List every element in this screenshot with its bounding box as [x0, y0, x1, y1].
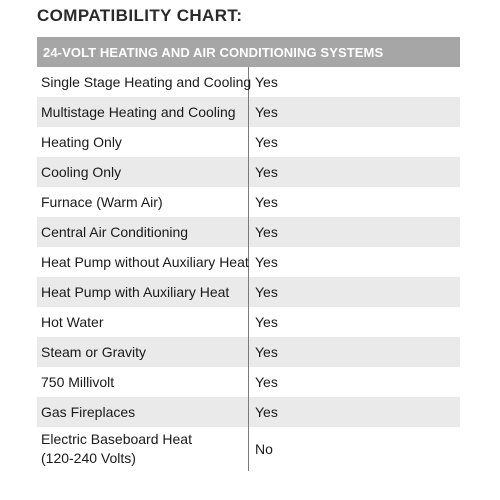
compatibility-value-cell: Yes — [249, 337, 461, 367]
system-type-cell: Multistage Heating and Cooling — [37, 97, 249, 127]
table-row — [37, 217, 460, 247]
compatibility-value-cell: Yes — [249, 367, 461, 397]
system-type-cell: 750 Millivolt — [41, 374, 115, 390]
table-row — [37, 427, 460, 471]
table-row — [37, 307, 460, 337]
table-header: 24-VOLT HEATING AND AIR CONDITIONING SYSTEMS — [37, 37, 460, 67]
compatibility-value-cell: Yes — [249, 187, 461, 217]
compatibility-value-cell: Yes — [249, 157, 461, 187]
table-row — [37, 337, 460, 367]
compatibility-value-cell: Yes — [249, 217, 461, 247]
page-title: COMPATIBILITY CHART: — [37, 6, 243, 25]
compatibility-value-cell: No — [249, 427, 461, 471]
compatibility-value-cell: Yes — [249, 247, 461, 277]
compatibility-value-cell: Yes — [249, 277, 461, 307]
system-type-cell: Hot Water — [41, 314, 104, 330]
compatibility-value-cell: Yes — [249, 307, 461, 337]
table-row — [37, 157, 460, 187]
system-type-cell: Single Stage Heating and Cooling — [41, 74, 252, 90]
system-type-cell: Central Air Conditioning — [37, 217, 249, 247]
table-row — [37, 367, 460, 397]
system-type-cell: Furnace (Warm Air) — [41, 194, 163, 210]
table-row — [37, 97, 460, 127]
table-row — [37, 127, 460, 157]
compatibility-value-cell: Yes — [249, 127, 461, 157]
system-type-cell: Heating Only — [41, 134, 122, 150]
table-body — [37, 67, 460, 471]
system-type-cell: Steam or Gravity — [37, 337, 249, 367]
table-row — [37, 247, 460, 277]
table-header-row — [37, 37, 460, 67]
system-type-cell: Electric Baseboard Heat (120-240 Volts) — [41, 431, 192, 466]
system-type-cell: Cooling Only — [37, 157, 249, 187]
system-type-cell: Heat Pump with Auxiliary Heat — [37, 277, 249, 307]
table-row — [37, 187, 460, 217]
system-type-cell: Heat Pump without Auxiliary Heat — [41, 254, 249, 270]
compatibility-value-cell: Yes — [249, 397, 461, 427]
compatibility-value-cell: Yes — [249, 97, 461, 127]
system-type-cell: Gas Fireplaces — [37, 397, 249, 427]
table-row — [37, 397, 460, 427]
table-row — [37, 67, 460, 97]
compatibility-value-cell: Yes — [249, 67, 461, 97]
table-row — [37, 277, 460, 307]
compatibility-table — [37, 37, 460, 471]
